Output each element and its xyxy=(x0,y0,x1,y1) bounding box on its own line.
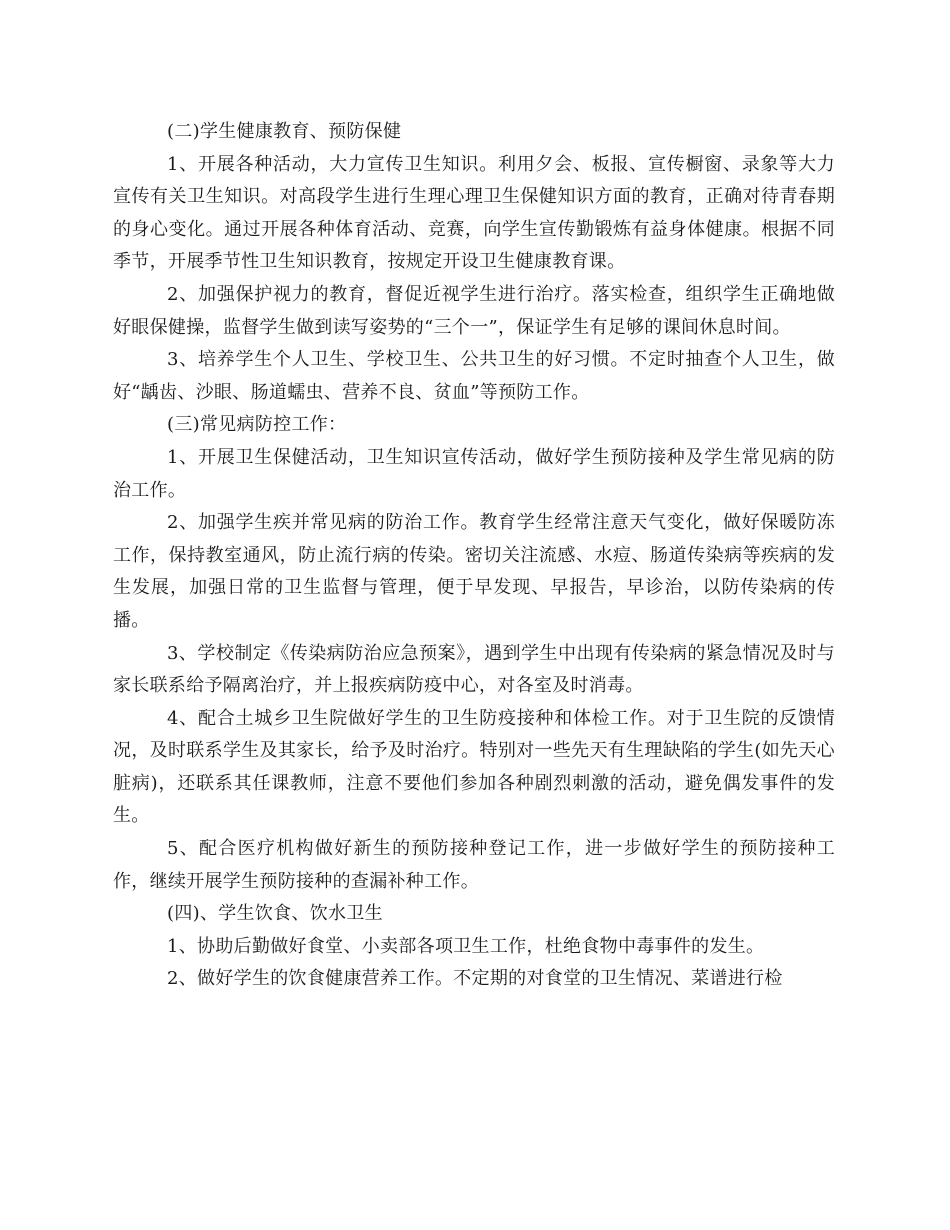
paragraph: 2、加强学生疾并常见病的防治工作。教育学生经常注意天气变化，做好保暖防冻工作，保持教室通风，防止流行病的传染。密切关注流感、水痘、肠道传染病等疾病的发生发展，加强日常的卫生监督与管理，便于早发现、早报告，早诊治，以防传染病的传播。 xyxy=(113,512,835,631)
paragraph: 3、培养学生个人卫生、学校卫生、公共卫生的好习惯。不定时抽查个人卫生，做好“龋齿、沙眼、肠道蠕虫、营养不良、贫血”等预防工作。 xyxy=(113,349,835,403)
paragraph: 2、做好学生的饮食健康营养工作。不定期的对食堂的卫生情况、菜谱进行检 xyxy=(167,968,783,990)
paragraph: 1、协助后勤做好食堂、小卖部各项卫生工作，杜绝食物中毒事件的发生。 xyxy=(167,935,765,957)
paragraph: 1、开展卫生保健活动，卫生知识宣传活动，做好学生预防接种及学生常见病的防治工作。 xyxy=(113,446,835,501)
paragraph: 2、加强保护视力的教育，督促近视学生进行治疗。落实检查，组织学生正确地做好眼保健操，监督学生做到读写姿势的“三个一”，保证学生有足够的课间休息时间。 xyxy=(113,283,835,338)
section-heading-2: (二)学生健康教育、预防保健 xyxy=(167,121,402,142)
section-heading-3: (三)常见病防控工作： xyxy=(167,414,347,436)
section-heading-4: (四)、学生饮食、饮水卫生 xyxy=(167,903,383,925)
paragraph: 4、配合土城乡卫生院做好学生的卫生防疫接种和体检工作。对于卫生院的反馈情况，及时联系学生及其家长，给予及时治疗。特别对一些先天有生理缺陷的学生(如先天心脏病)，还联系其任课教师，注意不要他们参加各种剧烈刺激的活动，避免偶发事件的发生。 xyxy=(113,707,835,827)
paragraph: 3、学校制定《传染病防治应急预案》，遇到学生中出现有传染病的紧急情况及时与家长联系给予隔离治疗，并上报疾病防疫中心，对各室及时消毒。 xyxy=(113,642,835,697)
paragraph: 5、配合医疗机构做好新生的预防接种登记工作，进一步做好学生的预防接种工作，继续开展学生预防接种的查漏补种工作。 xyxy=(113,838,835,892)
document-body xyxy=(113,116,835,996)
paragraph: 1、开展各种活动，大力宣传卫生知识。利用夕会、板报、宣传橱窗、录象等大力宣传有关卫生知识。对高段学生进行生理心理卫生保健知识方面的教育，正确对待青春期的身心变化。通过开展各种体育活动、竞赛，向学生宣传勤锻炼有益身体健康。根据不同季节，开展季节性卫生知识教育，按规定开设卫生健康教育课。 xyxy=(113,153,835,273)
